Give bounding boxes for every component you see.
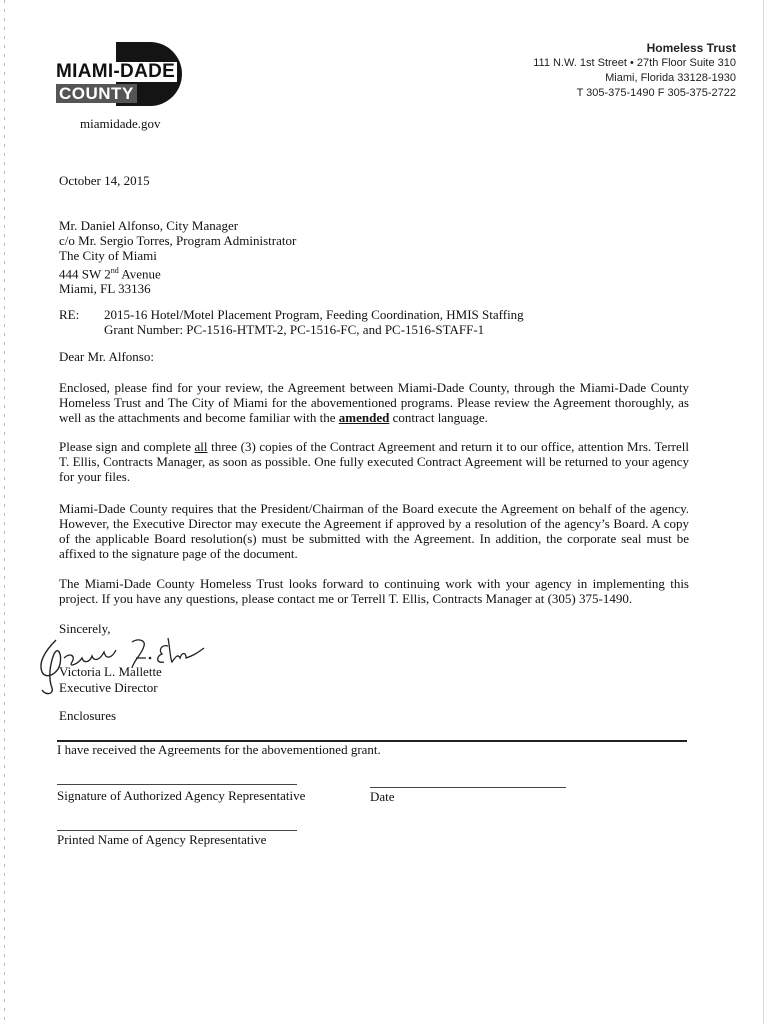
- signer-title: Executive Director: [59, 680, 158, 695]
- signer-name: Victoria L. Mallette: [59, 664, 162, 679]
- street-ordinal: nd: [110, 266, 119, 275]
- logo-word-miami-dade: MIAMI-DADE: [56, 61, 176, 82]
- paragraph-1-text-b: contract language.: [389, 410, 488, 425]
- amended-underlined: amended: [338, 410, 390, 425]
- all-underlined: all: [194, 439, 208, 454]
- paragraph-2-text-b: three (3) copies of the Contract Agreement and return it to our office, attention Mrs. Terrell T. Ellis, Contracts Manager, as soon as possible. One fully executed Contract Agreement will be returned to your agency for your files.: [59, 439, 689, 484]
- paragraph-2: [59, 439, 689, 484]
- closing: Sincerely,: [59, 621, 111, 636]
- logo-word-county: COUNTY: [56, 84, 137, 103]
- miami-dade-logo: [56, 42, 186, 108]
- paragraph-3: Miami-Dade County requires that the President/Chairman of the Board execute the Agreement on behalf of the agency. However, the Executive Director may execute the Agreement if approved by a resolution of the agency’s Board. A copy of the applicable Board resolution(s) must be submitted with the Agreement. In addition, the corporate seal must be affixed to the signature page of the document.: [59, 501, 689, 561]
- printed-name-line[interactable]: [57, 830, 297, 831]
- scan-edge-right: [763, 0, 764, 1024]
- scan-edge-left: [4, 0, 5, 1024]
- address-line-1: 111 N.W. 1st Street • 27th Floor Suite 310: [533, 57, 736, 69]
- recipient-line-5: Miami, FL 33136: [59, 281, 151, 297]
- recipient-line-3: The City of Miami: [59, 248, 157, 263]
- letterhead-address: [533, 41, 736, 101]
- salutation: Dear Mr. Alfonso:: [59, 349, 154, 364]
- website-url: miamidade.gov: [80, 116, 161, 131]
- re-label: RE:: [59, 307, 80, 322]
- phone-fax: T 305-375-1490 F 305-375-2722: [576, 87, 736, 99]
- receipt-statement: I have received the Agreements for the abovementioned grant.: [57, 742, 381, 757]
- printed-name-label: Printed Name of Agency Representative: [57, 832, 267, 847]
- re-line-1: 2015-16 Hotel/Motel Placement Program, Feeding Coordination, HMIS Staffing: [104, 307, 524, 322]
- re-subject: [104, 307, 524, 337]
- signature-line[interactable]: [57, 784, 297, 785]
- signature-label: Signature of Authorized Agency Representative: [57, 788, 306, 803]
- re-line-2: Grant Number: PC-1516-HTMT-2, PC-1516-FC, and PC-1516-STAFF-1: [104, 322, 485, 337]
- recipient-line-1: Mr. Daniel Alfonso, City Manager: [59, 218, 239, 233]
- paragraph-1: [59, 380, 689, 425]
- recipient-line-4: [59, 263, 296, 281]
- letter-date: October 14, 2015: [59, 173, 150, 188]
- paragraph-1-text-a: Enclosed, please find for your review, the Agreement between Miami-Dade County, through the Miami-Dade County Homeless Trust and The City of Miami for the abovementioned programs. Please review the Agreement thoroughly, as well as the attachments and become familiar with the: [59, 380, 689, 425]
- paragraph-4: The Miami-Dade County Homeless Trust looks forward to continuing work with your agency in implementing this project. If you have any questions, please contact me or Terrell T. Ellis, Contracts Manager at (305) 375-1490.: [59, 576, 689, 606]
- street-name: Avenue: [118, 266, 161, 282]
- street-number: 444 SW 2: [59, 266, 111, 282]
- date-label: Date: [370, 789, 395, 804]
- recipient-line-2: c/o Mr. Sergio Torres, Program Administrator: [59, 233, 297, 248]
- recipient-address: [59, 218, 296, 296]
- address-line-2: Miami, Florida 33128-1930: [605, 72, 736, 84]
- paragraph-2-text-a: Please sign and complete: [59, 439, 195, 454]
- enclosures-note: Enclosures: [59, 708, 117, 723]
- org-name: Homeless Trust: [646, 41, 736, 55]
- date-line[interactable]: [370, 787, 566, 788]
